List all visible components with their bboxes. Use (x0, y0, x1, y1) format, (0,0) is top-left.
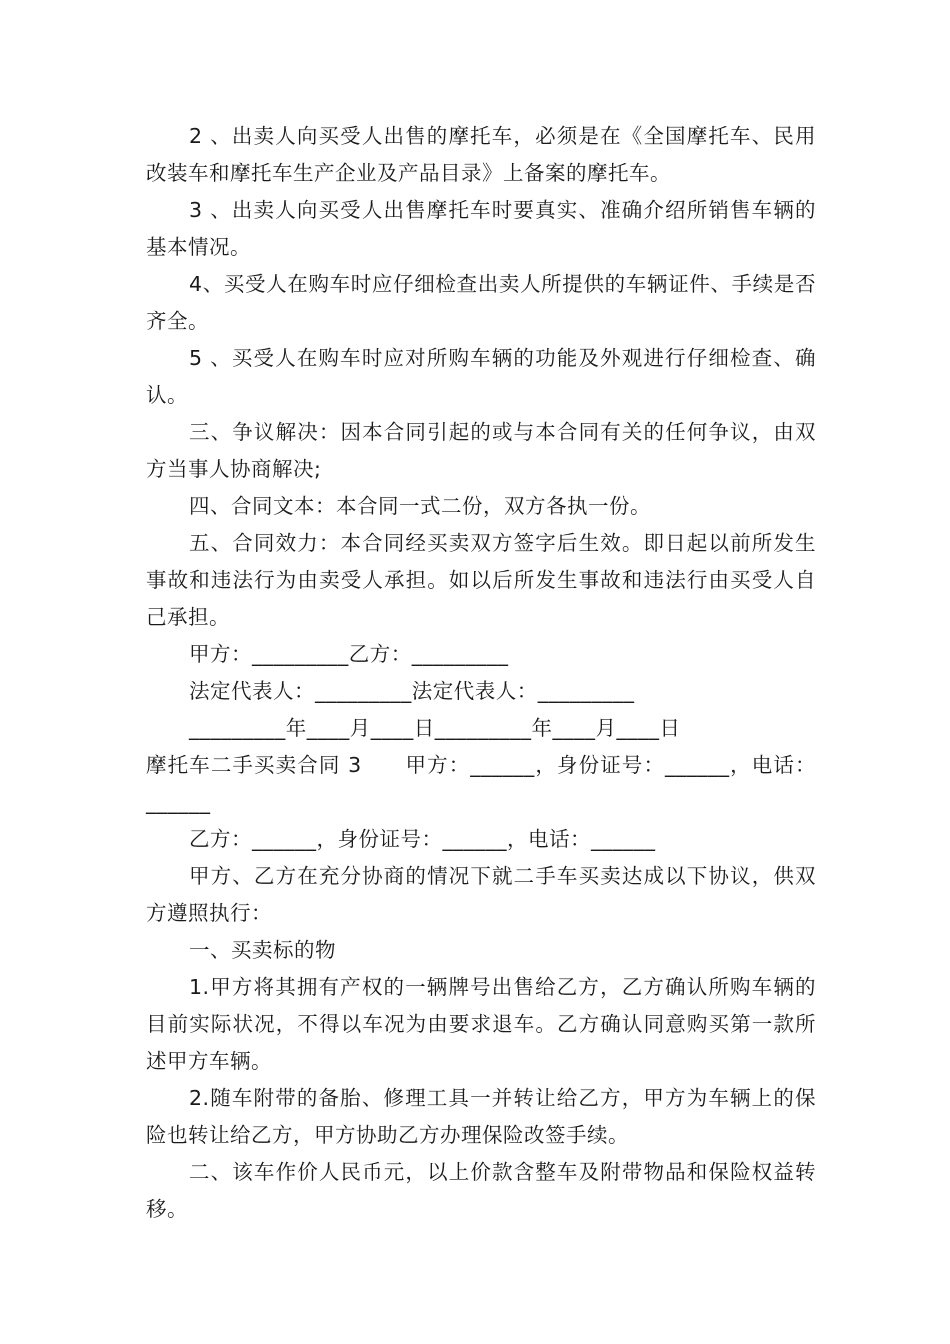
section-subject-matter-heading: 一、买卖标的物 (189, 938, 336, 962)
paragraph-dispute-resolution: 三、争议解决：因本合同引起的或与本合同有关的任何争议，由双方当事人协商解决; (146, 420, 816, 481)
subject-item-1: 1.甲方将其拥有产权的一辆牌号出售给乙方，乙方确认所购车辆的目前实际状况，不得以车况为由要求退车。乙方确认同意购买第一款所述甲方车辆。 (146, 975, 816, 1073)
party-b-info-line: 乙方：______，身份证号：______，电话：______ (189, 827, 656, 851)
paragraph-clause-4: 4、买受人在购车时应仔细检查出卖人所提供的车辆证件、手续是否齐全。 (146, 272, 816, 333)
signature-parties-line: 甲方：_________乙方：_________ (189, 642, 509, 666)
paragraph-contract-copies: 四、合同文本：本合同一式二份，双方各执一份。 (189, 494, 651, 518)
contract-3-heading-party-a: 摩托车二手买卖合同 3 甲方：______，身份证号：______，电话：______ (146, 753, 816, 814)
paragraph-clause-5: 5 、买受人在购车时应对所购车辆的功能及外观进行仔细检查、确认。 (146, 346, 816, 407)
agreement-intro: 甲方、乙方在充分协商的情况下就二手车买卖达成以下协议，供双方遵照执行： (146, 864, 816, 925)
paragraph-clause-2: 2 、出卖人向买受人出售的摩托车，必须是在《全国摩托车、民用改装车和摩托车生产企业及产品目录》上备案的摩托车。 (146, 124, 816, 185)
section-price: 二、该车作价人民币元，以上价款含整车及附带物品和保险权益转移。 (146, 1160, 816, 1221)
document-body (146, 118, 816, 1228)
subject-item-2: 2.随车附带的备胎、修理工具一并转让给乙方，甲方为车辆上的保险也转让给乙方，甲方协助乙方办理保险改签手续。 (146, 1086, 816, 1147)
signature-representatives-line: 法定代表人：_________法定代表人：_________ (189, 679, 635, 703)
signature-dates-line: _________年____月____日_________年____月____日 (189, 716, 681, 740)
paragraph-contract-validity: 五、合同效力：本合同经买卖双方签字后生效。即日起以前所发生事故和违法行为由卖受人承担。如以后所发生事故和违法行由买受人自己承担。 (146, 531, 816, 629)
paragraph-clause-3: 3 、出卖人向买受人出售摩托车时要真实、准确介绍所销售车辆的基本情况。 (146, 198, 816, 259)
